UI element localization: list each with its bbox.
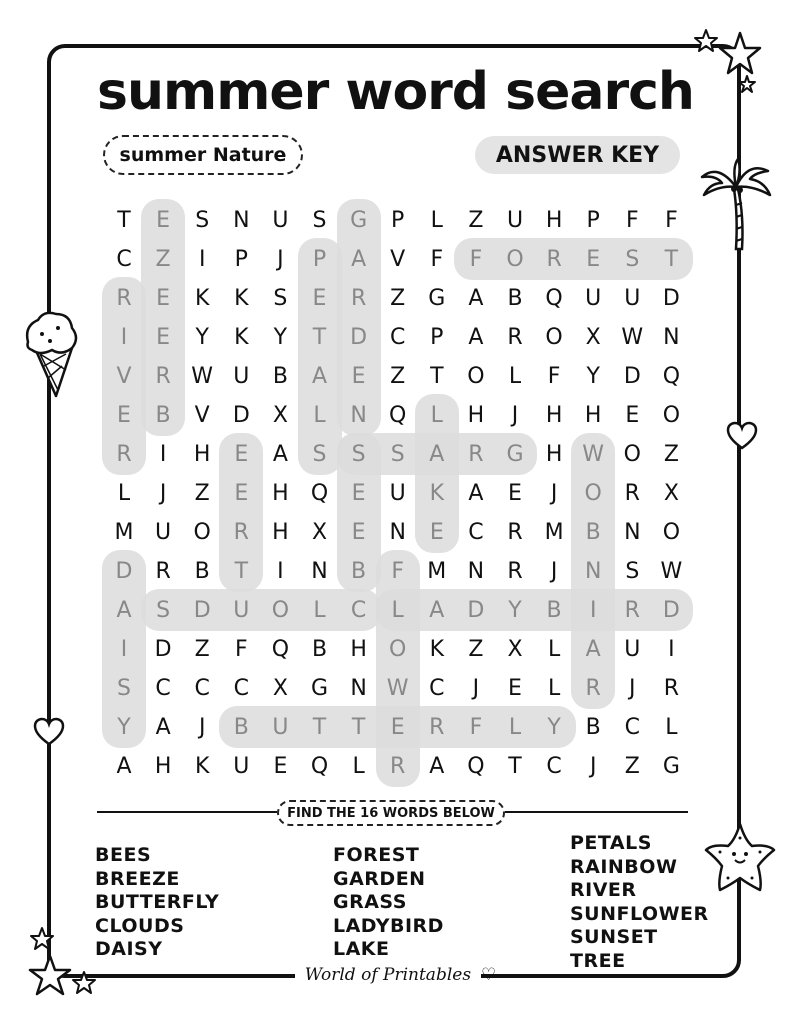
grid-letter: D — [193, 597, 211, 623]
grid-letter: A — [311, 363, 328, 389]
word-list-item: RIVER — [570, 879, 637, 901]
grid-letter: Z — [468, 207, 484, 233]
grid-letter: T — [117, 207, 131, 233]
word-search-grid — [104, 200, 687, 785]
grid-letter: R — [116, 441, 132, 467]
grid-letter: Z — [194, 636, 210, 662]
grid-letter: R — [546, 246, 562, 272]
grid-letter: X — [311, 519, 328, 545]
grid-letter: B — [272, 363, 288, 389]
grid-letter: U — [506, 207, 524, 233]
grid-letter: S — [117, 675, 131, 701]
grid-letter: C — [546, 753, 562, 779]
grid-letter: S — [156, 597, 171, 623]
grid-letter: B — [585, 714, 601, 740]
grid-letter: E — [508, 675, 522, 701]
grid-letter: Z — [194, 480, 210, 506]
grid-letter: Z — [663, 441, 679, 467]
grid-letter: C — [116, 246, 132, 272]
grid-letter: D — [115, 558, 133, 584]
grid-letter: H — [272, 519, 289, 545]
grid-letter: C — [468, 519, 484, 545]
grid-letter: V — [194, 402, 210, 428]
word-list-item: FOREST — [333, 844, 420, 866]
grid-letter: L — [430, 402, 443, 428]
grid-letter: A — [429, 597, 445, 623]
grid-letter: R — [507, 558, 523, 584]
grid-letter: Y — [508, 597, 522, 623]
grid-letter: D — [232, 402, 250, 428]
word-list-item: CLOUDS — [95, 914, 185, 937]
grid-letter: H — [545, 402, 563, 428]
grid-letter: Y — [547, 714, 561, 740]
theme-label: summer Nature — [103, 135, 303, 175]
grid-letter: B — [546, 597, 562, 623]
word-list-item: BREEZE — [95, 867, 180, 890]
grid-letter: M — [544, 519, 564, 545]
grid-letter: E — [508, 480, 522, 506]
grid-letter: M — [114, 519, 134, 545]
palm-tree-icon — [698, 155, 773, 253]
grid-letter: I — [589, 597, 597, 623]
grid-letter: A — [468, 324, 484, 350]
grid-letter: X — [507, 636, 523, 662]
grid-letter: R — [624, 597, 640, 623]
grid-letter: B — [233, 714, 249, 740]
grid-letter: G — [428, 285, 446, 311]
heart-icon — [33, 717, 65, 747]
star-icon — [22, 924, 102, 1000]
word-list-item: BUTTERFLY — [95, 891, 220, 913]
grid-letter: L — [430, 207, 443, 233]
grid-letter: R — [663, 675, 680, 701]
grid-letter: O — [506, 246, 524, 272]
grid-letter: O — [389, 636, 407, 662]
grid-letter: G — [350, 207, 368, 233]
grid-letter: R — [390, 753, 406, 779]
grid-letter: R — [585, 675, 601, 701]
grid-letter: A — [272, 441, 288, 467]
grid-letter: J — [589, 753, 597, 779]
grid-letter: S — [625, 558, 640, 584]
page-title: summer word search — [97, 62, 694, 122]
grid-letter: F — [430, 246, 444, 272]
grid-letter: K — [234, 324, 249, 350]
grid-letter: E — [429, 519, 444, 545]
grid-letter: E — [156, 324, 171, 350]
word-list-item: SUNFLOWER — [570, 902, 709, 925]
grid-letter: E — [234, 441, 249, 467]
grid-letter: U — [624, 636, 641, 662]
grid-letter: Y — [273, 324, 288, 350]
grid-letter: N — [389, 519, 406, 545]
grid-letter: K — [194, 753, 210, 779]
grid-letter: S — [625, 246, 640, 272]
grid-letter: B — [194, 558, 210, 584]
word-list-item: GRASS — [333, 891, 407, 913]
grid-letter: O — [623, 441, 641, 467]
grid-letter: N — [584, 558, 602, 584]
grid-letter: U — [233, 363, 250, 389]
grid-letter: J — [629, 675, 636, 701]
grid-letter: E — [156, 207, 171, 233]
grid-letter: F — [469, 714, 483, 740]
grid-letter: F — [391, 558, 405, 584]
grid-letter: R — [116, 285, 132, 311]
grid-letter: U — [389, 480, 406, 506]
grid-letter: B — [351, 558, 367, 584]
grid-letter: I — [159, 441, 167, 467]
grid-letter: R — [624, 480, 640, 506]
grid-letter: L — [313, 402, 326, 428]
grid-letter: K — [429, 480, 445, 506]
word-list-column-2 — [333, 844, 444, 962]
word-list-item: LAKE — [333, 938, 390, 960]
grid-letter: L — [547, 636, 561, 662]
grid-letter: N — [233, 207, 250, 233]
find-words-label: FIND THE 16 WORDS BELOW — [277, 800, 505, 826]
grid-letter: E — [390, 714, 405, 740]
grid-letter: I — [668, 636, 675, 662]
grid-letter: C — [233, 675, 249, 701]
grid-letter: Q — [310, 753, 329, 779]
grid-letter: D — [662, 597, 680, 623]
grid-letter: Z — [390, 285, 406, 311]
grid-letter: B — [507, 285, 523, 311]
grid-letter: F — [665, 207, 678, 233]
grid-letter: B — [155, 402, 171, 428]
grid-letter: W — [621, 324, 644, 350]
grid-letter: Q — [467, 753, 485, 779]
grid-letter: D — [350, 324, 368, 350]
heart-icon: ♡ — [481, 965, 497, 985]
grid-letter: X — [272, 675, 288, 701]
grid-letter: T — [312, 714, 327, 740]
grid-letter: C — [350, 597, 367, 623]
starfish-icon — [702, 820, 778, 894]
grid-letter: S — [351, 441, 366, 467]
grid-letter: Q — [389, 402, 407, 428]
grid-letter: T — [234, 558, 249, 584]
grid-letter: E — [117, 402, 131, 428]
grid-letter: Q — [545, 285, 563, 311]
grid-letter: C — [155, 675, 171, 701]
grid-letter: I — [120, 636, 128, 662]
grid-letter: J — [511, 402, 519, 428]
grid-letter: E — [351, 480, 366, 506]
word-list-item: BEES — [95, 844, 152, 866]
grid-letter: R — [155, 558, 171, 584]
grid-letter: X — [663, 480, 679, 506]
grid-letter: G — [506, 441, 524, 467]
grid-letter: L — [391, 597, 404, 623]
grid-letter: J — [550, 480, 558, 506]
grid-letter: I — [120, 324, 128, 350]
grid-letter: N — [624, 519, 641, 545]
grid-letter: V — [390, 246, 406, 272]
grid-letter: E — [156, 285, 171, 311]
star-icon — [690, 28, 762, 100]
grid-letter: A — [468, 285, 484, 311]
grid-letter: P — [312, 246, 327, 272]
heart-icon — [726, 421, 758, 451]
grid-letter: W — [660, 558, 683, 584]
grid-letter: C — [624, 714, 640, 740]
grid-letter: E — [273, 753, 288, 779]
grid-letter: W — [386, 675, 409, 701]
grid-letter: O — [662, 402, 681, 428]
grid-letter: J — [550, 558, 558, 584]
grid-letter: R — [155, 363, 171, 389]
grid-letter: A — [585, 636, 601, 662]
grid-letter: D — [467, 597, 485, 623]
grid-letter: G — [662, 753, 680, 779]
grid-letter: H — [545, 207, 563, 233]
grid-letter: J — [198, 714, 206, 740]
grid-letter: L — [313, 597, 326, 623]
grid-letter: W — [582, 441, 605, 467]
grid-letter: D — [662, 285, 680, 311]
grid-letter: S — [195, 207, 210, 233]
grid-letter: R — [468, 441, 484, 467]
grid-letter: O — [271, 597, 290, 623]
grid-letter: C — [429, 675, 445, 701]
grid-letter: U — [624, 285, 641, 311]
grid-letter: S — [312, 441, 327, 467]
grid-letter: E — [586, 246, 601, 272]
grid-letter: E — [351, 363, 366, 389]
grid-letter: C — [194, 675, 210, 701]
grid-letter: O — [545, 324, 563, 350]
grid-letter: I — [277, 558, 284, 584]
grid-letter: U — [272, 207, 289, 233]
word-list-item: SUNSET — [570, 926, 658, 948]
grid-letter: D — [154, 636, 172, 662]
grid-letter: S — [312, 207, 327, 233]
grid-letter: T — [508, 753, 522, 779]
grid-letter: N — [350, 675, 367, 701]
grid-letter: H — [545, 441, 563, 467]
grid-letter: T — [664, 246, 679, 272]
grid-letter: Q — [310, 480, 329, 506]
grid-letter: A — [116, 753, 132, 779]
grid-letter: U — [233, 597, 250, 623]
grid-letter: X — [585, 324, 601, 350]
word-list-item: TREE — [570, 949, 626, 972]
grid-letter: E — [312, 285, 327, 311]
grid-letter: H — [584, 402, 602, 428]
grid-letter: H — [272, 480, 289, 506]
divider-right — [505, 811, 688, 813]
grid-letter: A — [116, 597, 132, 623]
grid-letter: K — [194, 285, 210, 311]
grid-letter: O — [467, 363, 485, 389]
grid-letter: T — [351, 714, 366, 740]
grid-letter: R — [507, 324, 523, 350]
word-list-item: RAINBOW — [570, 855, 678, 878]
grid-letter: A — [468, 480, 484, 506]
grid-letter: O — [193, 519, 211, 545]
grid-letter: F — [547, 363, 561, 389]
grid-letter: N — [311, 558, 328, 584]
grid-letter: H — [154, 753, 172, 779]
grid-letter: N — [663, 324, 680, 350]
grid-letter: T — [312, 324, 327, 350]
grid-letter: K — [234, 285, 249, 311]
grid-letter: P — [430, 324, 444, 350]
grid-letter: U — [233, 753, 250, 779]
grid-letter: L — [508, 363, 522, 389]
word-list-column-1 — [95, 844, 219, 962]
grid-letter: M — [427, 558, 447, 584]
grid-letter: I — [198, 246, 206, 272]
grid-letter: U — [155, 519, 172, 545]
grid-letter: Y — [117, 714, 131, 740]
grid-letter: F — [234, 636, 248, 662]
grid-letter: P — [586, 207, 600, 233]
grid-letter: C — [390, 324, 406, 350]
grid-letter: Y — [195, 324, 209, 350]
grid-letter: A — [155, 714, 171, 740]
grid-letter: Q — [271, 636, 290, 662]
grid-letter: R — [507, 519, 523, 545]
grid-letter: J — [277, 246, 284, 272]
grid-letter: G — [310, 675, 329, 701]
grid-letter: L — [547, 675, 561, 701]
grid-letter: R — [350, 285, 367, 311]
grid-letter: Z — [390, 363, 406, 389]
grid-letter: D — [623, 363, 641, 389]
footer-brand — [0, 965, 791, 985]
grid-letter: J — [472, 675, 480, 701]
grid-letter: Z — [624, 753, 640, 779]
grid-letter: P — [234, 246, 248, 272]
grid-letter: O — [584, 480, 602, 506]
grid-letter: Q — [662, 363, 681, 389]
grid-letter: E — [351, 519, 366, 545]
word-list-item: GARDEN — [333, 867, 426, 890]
grid-letter: K — [429, 636, 445, 662]
grid-letter: E — [234, 480, 249, 506]
grid-letter: E — [625, 402, 640, 428]
grid-letter: Y — [586, 363, 600, 389]
grid-letter: H — [350, 636, 367, 662]
grid-letter: Z — [468, 636, 484, 662]
ice-cream-icon — [22, 308, 78, 400]
grid-letter: S — [390, 441, 405, 467]
grid-letter: N — [467, 558, 485, 584]
grid-letter: B — [311, 636, 328, 662]
grid-letter: W — [191, 363, 214, 389]
grid-letter: F — [625, 207, 639, 233]
word-list-item: DAISY — [95, 938, 163, 960]
grid-letter: U — [272, 714, 289, 740]
grid-letter: A — [429, 441, 445, 467]
grid-letter: L — [117, 480, 131, 506]
grid-letter: X — [272, 402, 288, 428]
footer-brand-text: World of Printables — [295, 965, 481, 985]
grid-letter: R — [429, 714, 445, 740]
grid-letter: Z — [155, 246, 171, 272]
grid-letter: S — [273, 285, 288, 311]
grid-letter: L — [508, 714, 522, 740]
grid-letter: H — [193, 441, 211, 467]
word-list-item: PETALS — [570, 832, 652, 854]
word-list-column-3 — [570, 832, 709, 973]
grid-letter: L — [665, 714, 678, 740]
grid-letter: U — [585, 285, 602, 311]
grid-letter: O — [662, 519, 681, 545]
grid-letter: B — [585, 519, 601, 545]
grid-letter: T — [430, 363, 444, 389]
word-list-item: LADYBIRD — [333, 914, 444, 937]
grid-letter: H — [467, 402, 485, 428]
divider-left — [97, 811, 277, 813]
grid-letter: A — [351, 246, 367, 272]
answer-key-badge: ANSWER KEY — [475, 136, 680, 174]
grid-letter: R — [233, 519, 249, 545]
grid-letter: F — [469, 246, 483, 272]
grid-letter: J — [159, 480, 167, 506]
grid-letter: A — [429, 753, 445, 779]
grid-letter: P — [391, 207, 405, 233]
grid-letter: V — [116, 363, 132, 389]
grid-letter: N — [350, 402, 367, 428]
grid-letter: L — [352, 753, 365, 779]
